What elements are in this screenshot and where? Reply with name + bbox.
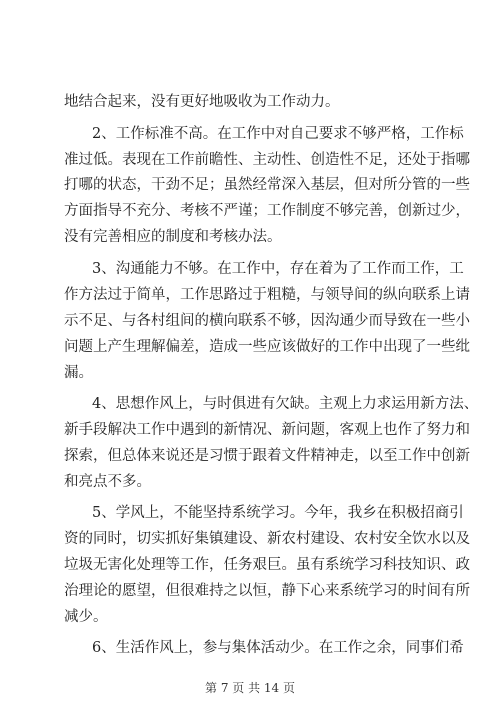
text-line: 示不足、与各村组间的横向联系不够，因沟通少而导致在一些小 xyxy=(64,313,470,329)
text-line: 减少。 xyxy=(64,609,108,625)
paragraph-first-line: 4、思想作风上，与时俱进有欠缺。主观上力求运用新方法、 xyxy=(92,396,479,412)
text-line: 新手段解决工作中遇到的新情况、新问题，客观上也作了努力和 xyxy=(64,422,470,438)
text-line: 问题上产生理解偏差，造成一些应该做好的工作中出现了一些纰 xyxy=(64,339,470,355)
text-line: 探索，但总体来说还是习惯于跟着文件精神走，以至工作中创新 xyxy=(64,448,470,464)
paragraph-first-line: 5、学风上，不能坚持系统学习。今年，我乡在积极招商引 xyxy=(92,505,464,521)
text-line: 打哪的状态，干劲不足；虽然经常深入基层，但对所分管的一些 xyxy=(64,177,470,193)
paragraph-first-line: 3、沟通能力不够。在工作中，存在着为了工作而工作，工 xyxy=(92,261,464,277)
text-line: 资的同时，切实抓好集镇建设、新农村建设、农村安全饮水以及 xyxy=(64,531,470,547)
text-line: 方面指导不充分、考核不严谨；工作制度不够完善，创新过少， xyxy=(64,203,470,219)
text-line: 作方法过于简单，工作思路过于粗糙，与领导间的纵向联系上请 xyxy=(64,287,470,303)
paragraph-first-line: 2、工作标准不高。在工作中对自己要求不够严格，工作标 xyxy=(92,126,464,142)
text-line: 治理论的愿望，但很难持之以恒，静下心来系统学习的时间有所 xyxy=(64,583,470,599)
paragraph-first-line: 6、生活作风上，参与集体活动少。在工作之余，同事们希 xyxy=(92,640,464,656)
text-line: 和亮点不多。 xyxy=(64,474,151,490)
text-line: 垃圾无害化处理等工作，任务艰巨。虽有系统学习科技知识、政 xyxy=(64,557,470,573)
text-line: 准过低。表现在工作前瞻性、主动性、创造性不足，还处于指哪 xyxy=(64,152,470,168)
text-line: 没有完善相应的制度和考核办法。 xyxy=(64,229,282,245)
page-number-footer: 第 7 页 共 14 页 xyxy=(205,681,295,695)
text-line: 漏。 xyxy=(64,365,93,381)
text-line: 地结合起来，没有更好地吸收为工作动力。 xyxy=(64,94,340,110)
